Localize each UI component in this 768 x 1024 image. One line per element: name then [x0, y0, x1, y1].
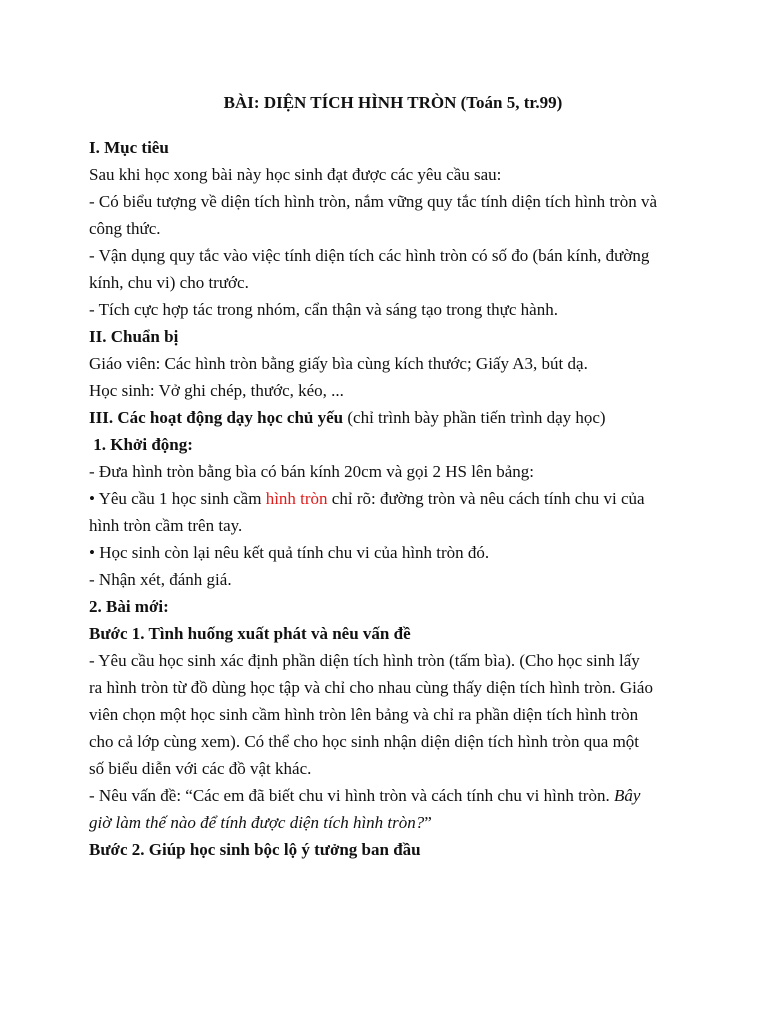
warmup-bullet-1	[89, 485, 689, 512]
lesson-title: BÀI: DIỆN TÍCH HÌNH TRÒN (Toán 5, tr.99)	[223, 93, 563, 112]
activities-heading-note: (chỉ trình bày phần tiến trình dạy học)	[343, 408, 606, 427]
step-1-line-3: viên chọn một học sinh cầm hình tròn lên bảng và chỉ ra phần diện tích hình tròn	[89, 705, 639, 724]
warmup-bullet-2: • Học sinh còn lại nêu kết quả tính chu vi của hình tròn đó.	[89, 543, 490, 562]
objective-1-line-2: công thức.	[89, 219, 161, 238]
step-1-line-4: cho cả lớp cùng xem). Có thể cho học sinh nhận diện diện tích hình tròn qua một	[89, 732, 640, 751]
objective-3: - Tích cực hợp tác trong nhóm, cẩn thận và sáng tạo trong thực hành.	[89, 300, 558, 319]
problem-statement-text: - Nêu vấn đề: “Các em đã biết chu vi hình tròn và cách tính chu vi hình tròn.	[89, 786, 614, 805]
step-1-heading: Bước 1. Tình huống xuất phát và nêu vấn đề	[89, 624, 411, 643]
document-page	[89, 92, 689, 863]
objective-2-line-2: kính, chu vi) cho trước.	[89, 273, 249, 292]
warmup-heading: 1. Khởi động:	[89, 435, 193, 454]
new-lesson-heading: 2. Bài mới:	[89, 597, 169, 616]
problem-closing-quote: ”	[424, 813, 432, 832]
preparation-student: Học sinh: Vở ghi chép, thước, kéo, ...	[89, 381, 344, 400]
warmup-bullet-1-pre: • Yêu cầu 1 học sinh cầm	[89, 489, 266, 508]
warmup-line-1: - Đưa hình tròn bằng bìa có bán kính 20cm và gọi 2 HS lên bảng:	[89, 462, 534, 481]
activities-heading-bold: III. Các hoạt động dạy học chủ yếu	[89, 408, 344, 427]
warmup-last-line: - Nhận xét, đánh giá.	[89, 570, 232, 589]
step-1-line-5: số biểu diễn với các đồ vật khác.	[89, 759, 312, 778]
warmup-bullet-1-highlight: hình tròn	[265, 489, 328, 508]
preparation-teacher: Giáo viên: Các hình tròn bằng giấy bìa cùng kích thước; Giấy A3, bút dạ.	[89, 354, 588, 373]
problem-statement-line-2	[89, 809, 689, 836]
section-activities-heading	[89, 404, 689, 431]
problem-statement-line-1	[89, 782, 689, 809]
objective-2-line-1: - Vận dụng quy tắc vào việc tính diện tích các hình tròn có số đo (bán kính, đường	[89, 246, 650, 265]
section-objectives-heading: I. Mục tiêu	[89, 138, 169, 157]
step-2-heading: Bước 2. Giúp học sinh bộc lộ ý tưởng ban đầu	[89, 840, 421, 859]
section-preparation-heading: II. Chuẩn bị	[89, 327, 179, 346]
problem-question-rest: giờ làm thế nào để tính được diện tích hình tròn?	[89, 813, 425, 832]
problem-question-start: Bây	[613, 786, 641, 805]
step-1-line-2: ra hình tròn từ đồ dùng học tập và chỉ cho nhau cùng thấy diện tích hình tròn. Giáo	[89, 678, 653, 697]
objectives-intro: Sau khi học xong bài này học sinh đạt được các yêu cầu sau:	[89, 165, 502, 184]
warmup-bullet-1-line-2: hình tròn cầm trên tay.	[89, 516, 243, 535]
step-1-line-1: - Yêu cầu học sinh xác định phần diện tích hình tròn (tấm bìa). (Cho học sinh lấy	[89, 651, 640, 670]
objective-1-line-1: - Có biểu tượng về diện tích hình tròn, nắm vững quy tắc tính diện tích hình tròn và	[89, 192, 658, 211]
warmup-bullet-1-post: chỉ rõ: đường tròn và nêu cách tính chu vi của	[327, 489, 645, 508]
